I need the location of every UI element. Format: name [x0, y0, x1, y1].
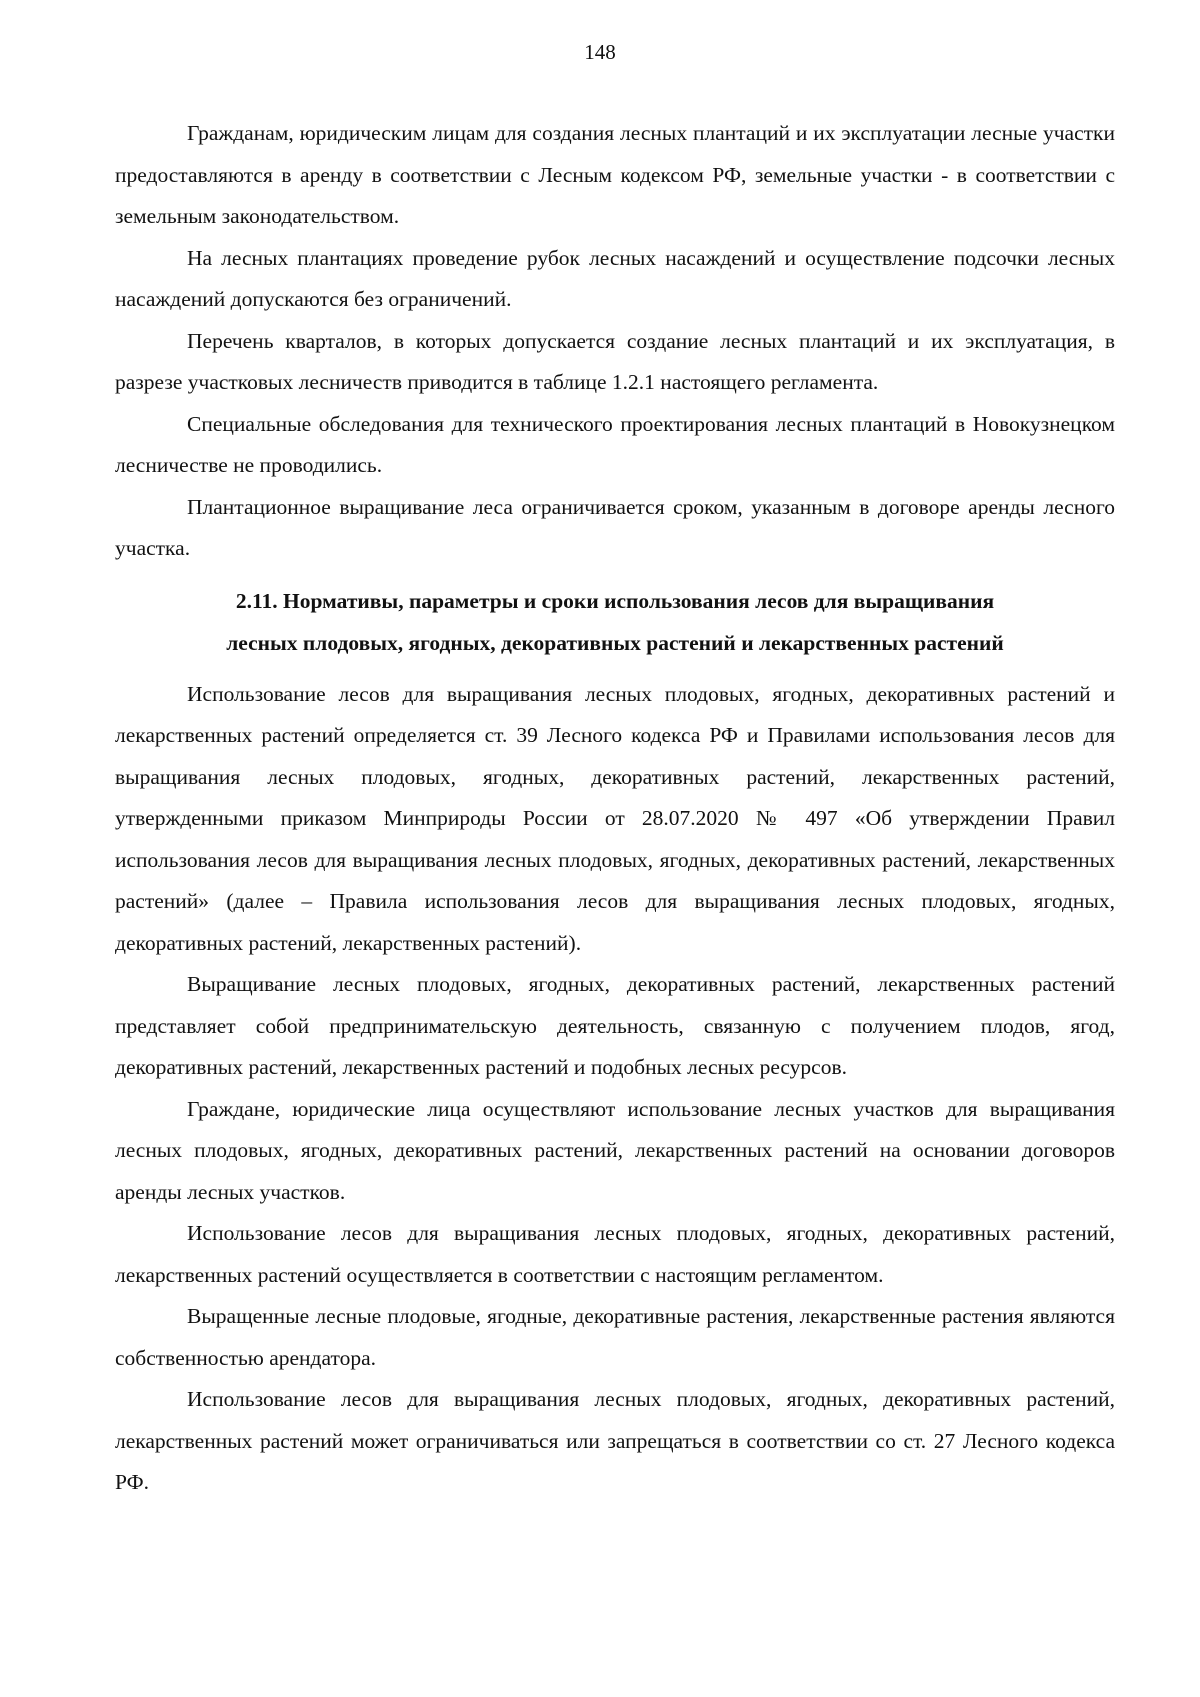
- paragraph-plantation-term: Плантационное выращивание леса ограничивается сроком, указанным в договоре аренды лесного участка.: [115, 494, 1115, 560]
- paragraph-lease-of-plantations: Гражданам, юридическим лицам для создания лесных плантаций и их эксплуатации лесные участки предоставляются в аренду в соответствии с Лесным кодексом РФ, земельные участки - в соответствии с земельным законодательством.: [115, 121, 1115, 228]
- page-content: [115, 113, 1115, 1504]
- paragraph-felling-on-plantations: На лесных плантациях проведение рубок лесных насаждений и осуществление подсочки лесных насаждений допускаются без ограничений.: [115, 245, 1115, 311]
- section-heading-line-1: 2.11. Нормативы, параметры и сроки использования лесов для выращивания: [235, 588, 995, 613]
- paragraph-lease-agreements: Граждане, юридические лица осуществляют использование лесных участков для выращивания лесных плодовых, ягодных, декоративных растений, лекарственных растений на основании договоров аренды лесных участков.: [115, 1096, 1115, 1204]
- paragraph-ownership: Выращенные лесные плодовые, ягодные, декоративные растения, лекарственные растения являются собственностью арендатора.: [115, 1304, 1115, 1370]
- page-number: 148: [584, 40, 616, 64]
- section-heading: [115, 580, 1115, 664]
- paragraph-restrictions: Использование лесов для выращивания лесных плодовых, ягодных, декоративных растений, лекарственных растений может ограничиваться или запрещаться в соответствии со ст. 27 Лесного кодекса РФ.: [115, 1387, 1115, 1494]
- paragraph-regulation-compliance: Использование лесов для выращивания лесных плодовых, ягодных, декоративных растений, лекарственных растений осуществляется в соответствии с настоящим регламентом.: [115, 1221, 1115, 1287]
- section-heading-line-2: лесных плодовых, ягодных, декоративных растений и лекарственных растений: [226, 630, 1004, 655]
- paragraph-use-of-forests: Использование лесов для выращивания лесных плодовых, ягодных, декоративных растений и лекарственных растений определяется ст. 39 Лесного кодекса РФ и Правилами использования лесов для выращивания лесных плодовых, ягодных, декоративных растений, лекарственных растений, утвержденными приказом Минприроды России от 28.07.2020 № 497 «Об утверждении Правил использования лесов для выращивания лесных плодовых, ягодных, декоративных растений, лекарственных растений» (далее – Правила использования лесов для выращивания лесных плодовых, ягодных, декоративных растений, лекарственных растений).: [115, 681, 1115, 955]
- paragraph-quarters-list: Перечень кварталов, в которых допускается создание лесных плантаций и их эксплуатация, в разрезе участковых лесничеств приводится в таблице 1.2.1 настоящего регламента.: [115, 328, 1115, 394]
- paragraph-special-surveys: Специальные обследования для технического проектирования лесных плантаций в Новокузнецком лесничестве не проводились.: [115, 411, 1115, 477]
- paragraph-business-activity: Выращивание лесных плодовых, ягодных, декоративных растений, лекарственных растений представляет собой предпринимательскую деятельность, связанную с получением плодов, ягод, декоративных растений, лекарственных растений и подобных лесных ресурсов.: [115, 972, 1115, 1079]
